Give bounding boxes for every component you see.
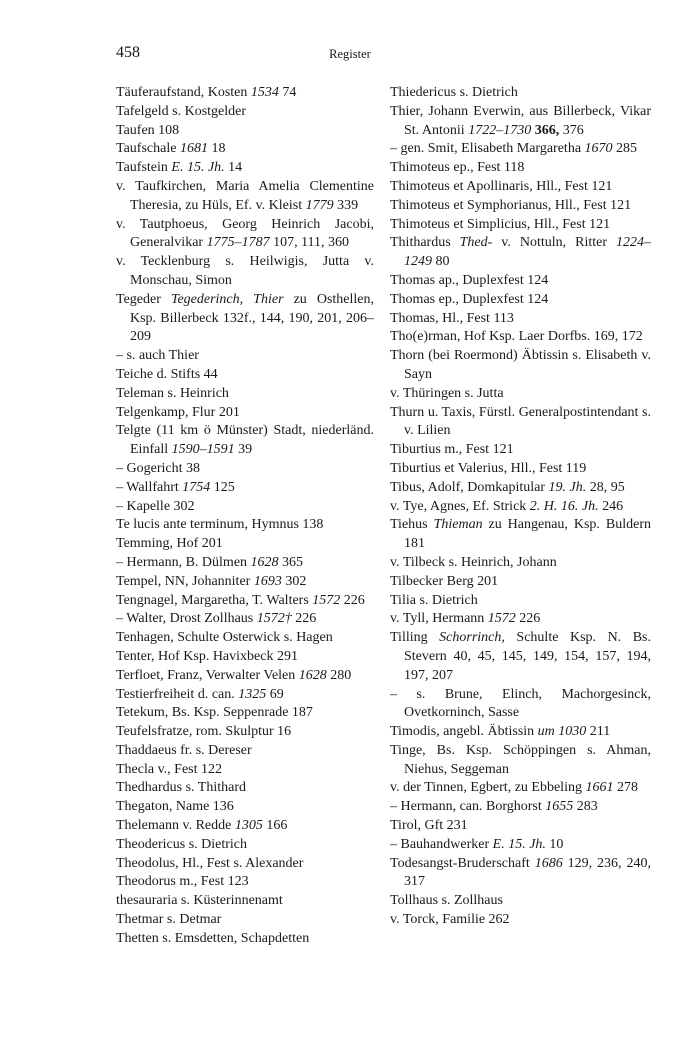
index-entry xyxy=(390,460,651,479)
entry-segment: – Hermann, B. Dülmen xyxy=(116,554,251,570)
index-entry xyxy=(390,84,651,103)
index-entry xyxy=(390,723,651,742)
entry-segment: Terfloet, Franz, Verwalter Velen xyxy=(116,667,299,683)
entry-segment: Tilling xyxy=(390,630,440,646)
entry-segment: v. Nottuln, Ritter xyxy=(492,235,616,251)
entry-segment: Thecla v., Fest 122 xyxy=(116,761,223,777)
page-number: 458 xyxy=(116,44,140,61)
index-entry xyxy=(116,836,374,855)
entry-segment: 278 xyxy=(613,780,638,796)
index-entry xyxy=(390,310,651,329)
index-entry xyxy=(390,385,651,404)
entry-segment: Tibus, Adolf, Domkapitular xyxy=(390,479,549,495)
entry-segment: Thorn (bei Roermond) Äbtissin s. Elisabeth v. Sayn xyxy=(390,348,651,382)
entry-segment: Tiburtius m., Fest 121 xyxy=(390,442,514,458)
entry-segment: Teleman s. Heinrich xyxy=(116,385,229,401)
index-entry xyxy=(116,140,374,159)
entry-segment: 226 xyxy=(340,592,365,608)
index-column-right xyxy=(390,84,651,930)
index-entry xyxy=(390,798,651,817)
entry-segment: Tinge, Bs. Ksp. Schöppingen s. Ahman, Niehus, Seggeman xyxy=(390,742,651,777)
entry-segment: 280 xyxy=(326,667,352,683)
entry-segment: v. Tye, Agnes, Ef. Strick xyxy=(390,498,530,514)
index-entry xyxy=(116,253,374,291)
index-entry xyxy=(116,629,374,648)
index-entry xyxy=(390,742,651,780)
entry-segment: Tegeder xyxy=(116,291,171,307)
entry-segment: – s. auch Thier xyxy=(116,348,199,364)
entry-segment: v. Tecklenburg s. Heilwigis, Jutta v. Monschau, Simon xyxy=(116,254,374,288)
index-entry xyxy=(390,197,651,216)
entry-segment: Thomas, Hl., Fest 113 xyxy=(390,310,514,326)
entry-segment: Thaddaeus fr. s. Dereser xyxy=(116,742,252,758)
index-entry xyxy=(390,817,651,836)
entry-segment: Tempel, NN, Johanniter xyxy=(116,573,254,589)
entry-segment: 302 xyxy=(281,573,307,589)
index-entry xyxy=(116,892,374,911)
index-entry xyxy=(116,103,374,122)
index-entry xyxy=(390,836,651,855)
entry-segment: 1775–1787 xyxy=(206,235,270,251)
index-entry xyxy=(116,291,374,347)
index-entry xyxy=(390,328,651,347)
entry-segment: v. Tautphoeus, Georg Heinrich Jacobi, Generalvikar xyxy=(116,216,374,251)
index-entry xyxy=(390,159,651,178)
index-entry xyxy=(390,441,651,460)
index-entry xyxy=(116,216,374,254)
entry-segment: v. Taufkirchen, Maria Amelia Clementine Theresia, zu Hüls, Ef. v. Kleist xyxy=(116,178,374,213)
entry-segment: Tiehus xyxy=(390,517,434,533)
entry-segment: Tafelgeld s. Kostgelder xyxy=(116,103,247,119)
entry-segment: Tetekum, Bs. Ksp. Seppenrade 187 xyxy=(116,705,313,721)
entry-segment: 69 xyxy=(266,686,284,702)
index-entry xyxy=(116,610,374,629)
entry-segment: Theodorus m., Fest 123 xyxy=(116,874,249,890)
entry-segment: Thimoteus et Simplicius, Hll., Fest 121 xyxy=(390,216,611,232)
entry-segment: Tegederinch, Thier xyxy=(170,291,284,307)
index-entry xyxy=(116,498,374,517)
entry-segment: Thelemann v. Redde xyxy=(116,818,235,834)
entry-segment: zu Hangenau, Ksp. Buldern 181 xyxy=(404,517,651,552)
entry-segment: Tho(e)rman, Hof Ksp. Laer Dorfbs. 169, 172 xyxy=(390,329,643,345)
index-entry xyxy=(390,216,651,235)
entry-segment: 80 xyxy=(432,254,450,270)
entry-segment: 1628 xyxy=(250,554,279,570)
index-column-left xyxy=(116,84,374,949)
index-entry xyxy=(116,516,374,535)
entry-segment: 14 xyxy=(224,160,243,176)
entry-segment: Thomas ap., Duplexfest 124 xyxy=(390,272,549,288)
entry-segment: Theodolus, Hl., Fest s. Alexander xyxy=(116,855,304,871)
index-entry xyxy=(116,930,374,949)
entry-segment: 28, 95 xyxy=(586,479,625,495)
entry-segment: Teufelsfratze, rom. Skulptur 16 xyxy=(116,724,292,740)
index-entry xyxy=(390,911,651,930)
entry-segment: Theodericus s. Dietrich xyxy=(116,836,248,852)
entry-segment: Tilia s. Dietrich xyxy=(390,592,478,608)
entry-segment: Schulte Ksp. N. Bs. Stevern 40, 45, 145, 149, 154, 157, 194, 197, 207 xyxy=(404,630,652,683)
index-entry xyxy=(116,704,374,723)
entry-segment: Thimoteus et Symphorianus, Hll., Fest 121 xyxy=(390,197,632,213)
entry-segment: 18 xyxy=(207,141,226,157)
entry-segment: Thomas ep., Duplexfest 124 xyxy=(390,291,549,307)
index-entry xyxy=(390,272,651,291)
entry-segment: thesauraria s. Küsterinnenamt xyxy=(116,893,283,909)
index-entry xyxy=(116,159,374,178)
index-entry xyxy=(116,779,374,798)
index-entry xyxy=(116,911,374,930)
index-entry xyxy=(390,855,651,893)
entry-segment: 1305 xyxy=(234,818,263,834)
entry-segment: 246 xyxy=(598,498,624,514)
entry-segment: Thetten s. Emsdetten, Schapdetten xyxy=(116,930,310,946)
entry-segment: Temming, Hof 201 xyxy=(116,536,223,552)
index-entry xyxy=(390,592,651,611)
index-entry xyxy=(390,779,651,798)
entry-segment: Teiche d. Stifts 44 xyxy=(116,366,218,382)
entry-segment: zu Osthellen, Ksp. Billerbeck 132f., 144, 190, 201, 206–209 xyxy=(130,291,374,345)
entry-segment: 1572 xyxy=(312,592,341,608)
index-entry xyxy=(116,178,374,216)
entry-segment: 2. H. 16. Jh. xyxy=(529,498,599,514)
entry-segment: Testierfreiheit d. can. xyxy=(116,686,239,702)
entry-segment: 129, 236, 240, 317 xyxy=(404,855,651,890)
entry-segment: Te lucis ante terminum, Hymnus 138 xyxy=(116,517,324,533)
entry-segment: Thed- xyxy=(459,235,493,251)
entry-segment: Thieman xyxy=(433,517,483,533)
index-entry xyxy=(390,892,651,911)
entry-segment: Thetmar s. Detmar xyxy=(116,912,222,928)
entry-segment: – s. Brune, Elinch, Machorgesinck, Ovetkorninch, Sasse xyxy=(390,686,651,721)
entry-segment: 1572 xyxy=(487,611,516,627)
entry-segment: Tengnagel, Margaretha, T. Walters xyxy=(116,592,313,608)
entry-segment: – Wallfahrt xyxy=(116,479,183,495)
entry-segment: – Walter, Drost Zollhaus xyxy=(116,611,257,627)
entry-segment: Tilbecker Berg 201 xyxy=(390,573,499,589)
entry-segment: 39 xyxy=(234,442,253,458)
entry-segment: 19. Jh. xyxy=(548,479,587,495)
entry-segment: 166 xyxy=(262,818,288,834)
index-entry xyxy=(390,178,651,197)
entry-segment: Tiburtius et Valerius, Hll., Fest 119 xyxy=(390,460,587,476)
entry-segment: 1722–1730 xyxy=(468,122,532,138)
index-entry xyxy=(116,761,374,780)
entry-segment: Telgenkamp, Flur 201 xyxy=(116,404,240,420)
entry-segment: Thegaton, Name 136 xyxy=(116,799,234,815)
index-entry xyxy=(116,479,374,498)
entry-segment: Thimoteus ep., Fest 118 xyxy=(390,160,525,176)
entry-segment: 10 xyxy=(545,836,564,852)
index-entry xyxy=(116,648,374,667)
index-entry xyxy=(116,592,374,611)
entry-segment: 1325 xyxy=(238,686,267,702)
index-entry xyxy=(116,686,374,705)
entry-segment: 365 xyxy=(278,554,304,570)
index-entry xyxy=(390,347,651,385)
entry-segment: 1779 xyxy=(305,197,334,213)
entry-segment: Taufstein xyxy=(116,160,172,176)
entry-segment: 107, 111, 360 xyxy=(269,235,350,251)
index-entry xyxy=(390,103,651,141)
entry-segment: Telgte (11 km ö Münster) Stadt, niederländ. Einfall xyxy=(116,423,374,458)
entry-segment: 1681 xyxy=(179,141,208,157)
entry-segment: 285 xyxy=(612,141,638,157)
entry-segment: v. Thüringen s. Jutta xyxy=(390,385,504,401)
index-entry xyxy=(116,667,374,686)
entry-segment: v. Torck, Familie 262 xyxy=(390,912,510,928)
index-entry xyxy=(116,404,374,423)
entry-segment: 1655 xyxy=(545,799,574,815)
entry-segment: 226 xyxy=(515,611,541,627)
index-entry xyxy=(390,234,651,272)
entry-segment: Schorrinch, xyxy=(439,630,505,646)
entry-segment: 1590–1591 xyxy=(171,442,235,458)
index-entry xyxy=(390,498,651,517)
entry-segment: 1754 xyxy=(182,479,211,495)
index-entry xyxy=(116,122,374,141)
index-entry xyxy=(116,798,374,817)
entry-segment: 366, xyxy=(534,122,560,138)
entry-segment: 211 xyxy=(586,724,611,740)
index-entry xyxy=(390,404,651,442)
entry-segment: Thithardus xyxy=(390,235,460,251)
index-entry xyxy=(390,610,651,629)
entry-segment: 1693 xyxy=(253,573,282,589)
entry-segment: Täuferaufstand, Kosten xyxy=(116,85,251,100)
entry-segment: 1224–1249 xyxy=(404,235,651,270)
entry-segment: 74 xyxy=(278,85,297,100)
entry-segment: Thedhardus s. Thithard xyxy=(116,780,246,796)
index-entry xyxy=(116,422,374,460)
entry-segment: – Kapelle 302 xyxy=(116,498,195,514)
index-entry xyxy=(116,855,374,874)
entry-segment: v. Tyll, Hermann xyxy=(390,611,488,627)
entry-segment: Thimoteus et Apollinaris, Hll., Fest 121 xyxy=(390,178,613,194)
index-entry xyxy=(390,686,651,724)
entry-segment: Tirol, Gft 231 xyxy=(390,818,468,834)
entry-segment: 1534 xyxy=(250,85,279,100)
entry-segment: E. 15. Jh. xyxy=(171,160,225,176)
entry-segment: – gen. Smit, Elisabeth Margaretha xyxy=(390,141,585,157)
index-entry xyxy=(390,573,651,592)
index-entry xyxy=(116,817,374,836)
entry-segment: 339 xyxy=(333,197,359,213)
index-entry xyxy=(116,460,374,479)
entry-segment: Timodis, angebl. Äbtissin xyxy=(390,724,538,740)
entry-segment: 376 xyxy=(559,122,584,138)
entry-segment: Taufschale xyxy=(116,141,180,157)
entry-segment: Tenhagen, Schulte Osterwick s. Hagen xyxy=(116,630,333,646)
entry-segment: Thiedericus s. Dietrich xyxy=(390,85,518,100)
index-entry xyxy=(390,554,651,573)
index-entry xyxy=(390,629,651,685)
entry-segment: – Bauhandwerker xyxy=(390,836,493,852)
entry-segment: 1686 xyxy=(534,855,563,871)
index-entry xyxy=(116,84,374,103)
entry-segment: 1670 xyxy=(584,141,613,157)
index-entry xyxy=(116,366,374,385)
entry-segment: 1661 xyxy=(585,780,614,796)
index-entry xyxy=(116,535,374,554)
index-entry xyxy=(116,554,374,573)
entry-segment: Todesangst-Bruderschaft xyxy=(390,855,535,871)
entry-segment: 1628 xyxy=(298,667,327,683)
entry-segment: Thier, Johann Everwin, aus Billerbeck, Vikar St. Antonii xyxy=(390,103,651,138)
entry-segment: v. der Tinnen, Egbert, zu Ebbeling xyxy=(390,780,586,796)
index-entry xyxy=(390,291,651,310)
entry-segment: v. Tilbeck s. Heinrich, Johann xyxy=(390,554,557,570)
entry-segment: E. 15. Jh. xyxy=(492,836,546,852)
index-entry xyxy=(116,742,374,761)
entry-segment: 226 xyxy=(291,611,317,627)
entry-segment: um 1030 xyxy=(537,724,587,740)
index-entry xyxy=(116,873,374,892)
index-entry xyxy=(390,516,651,554)
index-entry xyxy=(116,723,374,742)
index-entry xyxy=(116,347,374,366)
running-title: Register xyxy=(329,47,371,61)
index-entry xyxy=(116,573,374,592)
entry-segment: Tollhaus s. Zollhaus xyxy=(390,893,503,909)
entry-segment: 1572† xyxy=(256,611,292,627)
entry-segment: Thurn u. Taxis, Fürstl. Generalpostintendant s. v. Lilien xyxy=(390,404,651,439)
entry-segment: Tenter, Hof Ksp. Havixbeck 291 xyxy=(116,648,298,664)
entry-segment: 283 xyxy=(573,799,598,815)
entry-segment: – Hermann, can. Borghorst xyxy=(390,799,546,815)
entry-segment: 125 xyxy=(210,479,235,495)
index-entry xyxy=(390,479,651,498)
entry-segment: – Gogericht 38 xyxy=(116,460,200,476)
entry-segment: Taufen 108 xyxy=(116,122,180,138)
index-entry xyxy=(116,385,374,404)
index-entry xyxy=(390,140,651,159)
